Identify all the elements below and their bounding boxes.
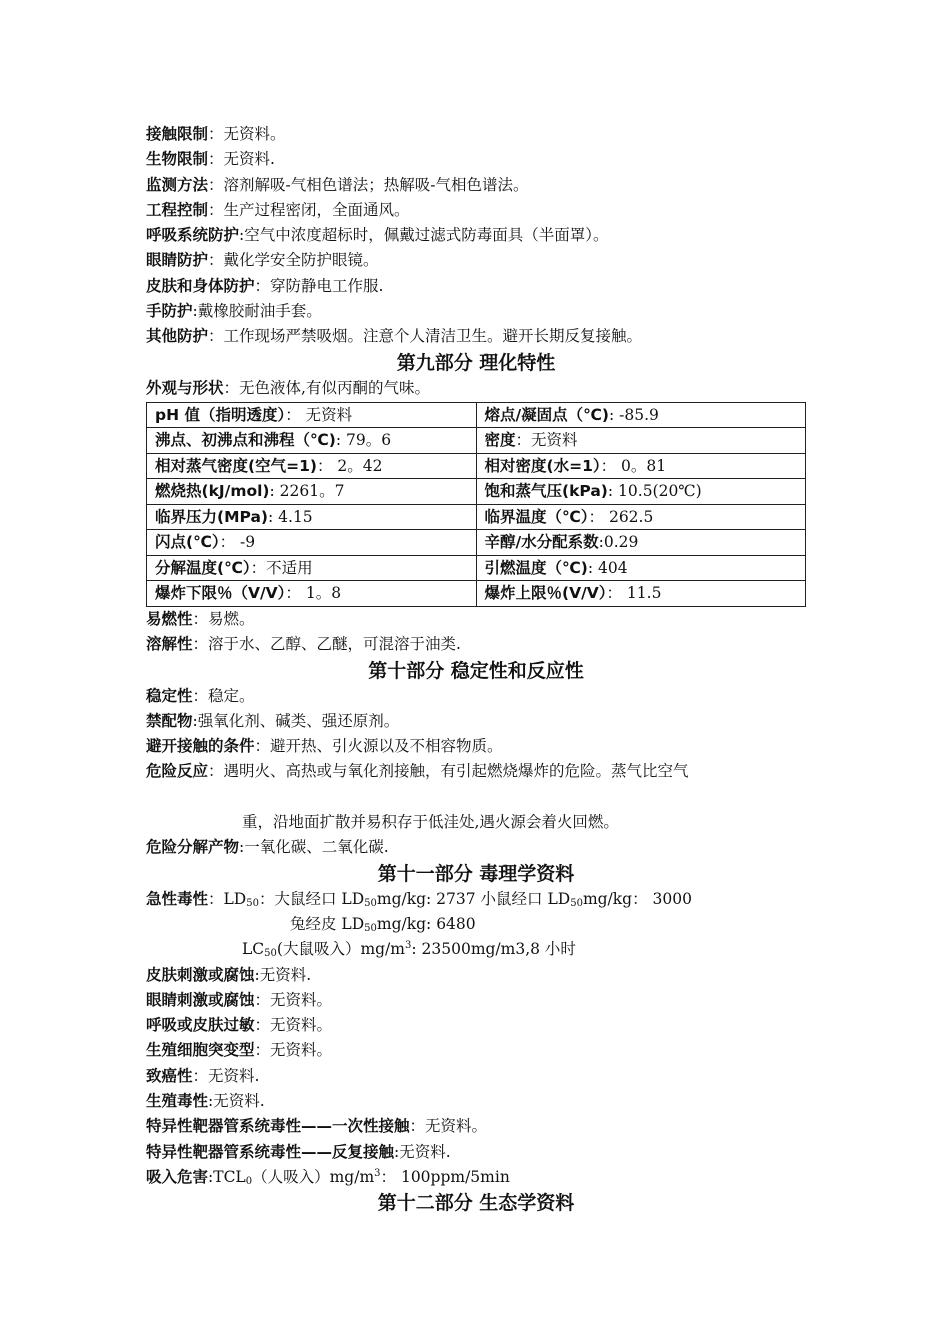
property-label: 辛醇/水分配系数 — [484, 533, 599, 552]
flammability-label: 易燃性 — [146, 609, 193, 628]
field-separator: ： — [409, 1117, 426, 1136]
table-row — [147, 530, 806, 556]
property-value: : 404 — [587, 558, 628, 577]
table-cell — [147, 428, 477, 454]
field-value: 无资料。 — [270, 1016, 333, 1035]
property-value: ： 0。81 — [600, 456, 667, 475]
field-label: 监测方法 — [146, 175, 209, 194]
field-label: 眼睛刺激或腐蚀 — [146, 990, 255, 1009]
acute-text: ：LD — [208, 889, 247, 908]
field-separator: ： — [254, 1041, 271, 1060]
appearance-label: 外观与形状 — [146, 378, 224, 397]
decomposition-row — [146, 835, 806, 860]
field-label: 眼睛防护 — [146, 251, 209, 270]
acute-toxicity-lc50 — [146, 937, 806, 962]
property-value: ：无资料 — [515, 431, 578, 450]
field-row — [146, 963, 806, 988]
property-value: ： -9 — [219, 533, 256, 552]
property-value: ： 262.5 — [588, 507, 654, 526]
field-label: 接触限制 — [146, 125, 209, 143]
property-label: 相对密度(水=1） — [484, 456, 601, 475]
table-row — [147, 428, 806, 454]
inhalation-hazard-row — [146, 1165, 806, 1190]
field-value: 戴化学安全防护眼镜。 — [223, 251, 379, 270]
field-value: 强氧化剂、碱类、强还原剂。 — [197, 711, 400, 730]
property-label: 饱和蒸气压(kPa) — [484, 482, 608, 501]
field-label: 禁配物 — [146, 711, 193, 730]
subscript: 50 — [570, 897, 583, 909]
field-label: 生物限制 — [146, 150, 209, 169]
acute-text: ：大鼠经口 LD — [258, 889, 365, 908]
acute-text: 兔经皮 LD — [290, 914, 365, 933]
field-label: 其他防护 — [146, 327, 209, 346]
field-row — [146, 1013, 806, 1038]
property-label: 熔点/凝固点（℃) — [484, 405, 610, 424]
property-value: ： 11.5 — [606, 584, 662, 603]
table-cell — [147, 504, 477, 530]
physchem-properties-table — [146, 402, 806, 607]
property-value: : 79。6 — [335, 431, 392, 450]
acute-text: (大鼠吸入）mg/m — [276, 940, 405, 959]
field-label: 特异性靶器管系统毒性——一次性接触 — [146, 1117, 410, 1136]
field-label: 手防护 — [146, 302, 193, 321]
field-value: 无资料. — [208, 1066, 260, 1085]
field-row — [146, 299, 806, 324]
field-label: 呼吸系统防护 — [146, 226, 240, 245]
field-row — [146, 988, 806, 1013]
flammability-value: ：易燃。 — [192, 609, 255, 628]
field-label: 稳定性 — [146, 686, 193, 705]
field-row — [146, 1089, 806, 1114]
field-separator: ： — [192, 1066, 209, 1085]
field-value: 无资料。 — [270, 1041, 333, 1060]
field-row — [146, 274, 806, 299]
table-row — [147, 479, 806, 505]
field-value: 无资料。 — [270, 990, 333, 1009]
field-separator: ： — [254, 276, 271, 295]
field-value: 无资料. — [223, 150, 275, 169]
flammability-row — [146, 607, 806, 632]
table-cell — [147, 479, 477, 505]
table-cell — [476, 453, 806, 479]
acute-toxicity-label: 急性毒性 — [146, 889, 209, 908]
field-label: 生殖毒性 — [146, 1092, 209, 1111]
table-row — [147, 555, 806, 581]
stability-list — [146, 684, 806, 760]
hazard-reaction-continuation: 重，沿地面扩散并易积存于低洼处,遇火源会着火回燃。 — [242, 813, 619, 832]
appearance-value: ：无色液体,有似丙酮的气味。 — [223, 378, 430, 397]
field-value: 避开热、引火源以及不相容物质。 — [270, 737, 503, 756]
inhal-text: :TCL — [208, 1167, 246, 1186]
property-value: ： 无资料 — [285, 405, 353, 424]
table-cell — [147, 530, 477, 556]
property-label: 临界压力(MPa) — [155, 507, 268, 526]
field-separator: ： — [254, 737, 271, 756]
property-label: 密度 — [484, 431, 516, 450]
field-label: 避开接触的条件 — [146, 737, 255, 756]
property-label: 燃烧热(kJ/mol) — [155, 482, 270, 501]
acute-toxicity-row — [146, 887, 806, 912]
field-separator: : — [192, 302, 198, 321]
field-row — [146, 709, 806, 734]
field-value: 无资料。 — [425, 1117, 488, 1136]
property-label: pH 值（指明透度） — [155, 405, 286, 424]
property-value: : 2261。7 — [269, 482, 345, 501]
acute-toxicity-rabbit — [146, 912, 806, 937]
table-row — [147, 504, 806, 530]
field-separator: : — [254, 965, 260, 984]
solubility-label: 溶解性 — [146, 635, 193, 654]
section-9-title: 第九部分 理化特性 — [396, 351, 556, 374]
property-value: : 10.5(20℃) — [607, 482, 702, 501]
field-separator: : — [192, 711, 198, 730]
field-row — [146, 147, 806, 172]
field-value: 稳定。 — [208, 686, 255, 705]
table-cell — [476, 530, 806, 556]
hazard-reaction-value: ：遇明火、高热或与氧化剂接触，有引起燃烧爆炸的危险。蒸气比空气 — [208, 762, 689, 781]
table-cell — [147, 453, 477, 479]
hazard-reaction-label: 危险反应 — [146, 762, 209, 781]
field-row — [146, 1114, 806, 1139]
field-separator: ： — [208, 150, 224, 169]
field-label: 皮肤刺激或腐蚀 — [146, 965, 255, 984]
field-label: 致癌性 — [146, 1066, 193, 1085]
table-cell — [476, 504, 806, 530]
property-label: 沸点、初沸点和沸程（℃) — [155, 431, 336, 450]
section-11-title: 第十一部分 毒理学资料 — [377, 862, 575, 885]
field-separator: ： — [192, 686, 209, 705]
table-cell — [147, 555, 477, 581]
field-row — [146, 324, 806, 349]
table-cell — [476, 428, 806, 454]
subscript: 50 — [246, 897, 259, 909]
section-10-title: 第十部分 稳定性和反应性 — [368, 659, 584, 682]
acute-text: mg/kg: 2737 小鼠经口 LD — [376, 889, 571, 908]
property-value: : -85.9 — [609, 405, 659, 424]
field-separator: ： — [208, 327, 224, 346]
field-value: 穿防静电工作服. — [270, 276, 384, 295]
field-value: 空气中浓度超标时，佩戴过滤式防毒面具（半面罩）。 — [244, 226, 609, 245]
field-separator: ： — [208, 175, 224, 194]
field-label: 皮肤和身体防护 — [146, 276, 255, 295]
inhal-text: （人吸入）mg/m — [252, 1167, 375, 1186]
inhalation-hazard-label: 吸入危害 — [146, 1167, 209, 1186]
solubility-row — [146, 632, 806, 657]
toxicology-list — [146, 963, 806, 1165]
subscript: 50 — [364, 922, 377, 934]
field-row — [146, 1038, 806, 1063]
acute-text: LC — [242, 940, 265, 959]
field-row — [146, 198, 806, 223]
field-value: 无资料。 — [223, 125, 286, 143]
field-row — [146, 1140, 806, 1165]
field-value: 无资料. — [259, 965, 312, 984]
property-value: :0.29 — [598, 533, 639, 552]
field-value: 溶剂解吸-气相色谱法；热解吸-气相色谱法。 — [223, 175, 529, 194]
field-separator: ： — [254, 1016, 271, 1035]
superscript: 3 — [374, 1167, 381, 1179]
property-label: 爆炸上限％(V/V） — [484, 584, 607, 603]
field-separator: : — [394, 1142, 400, 1161]
table-cell — [476, 555, 806, 581]
field-row — [146, 734, 806, 759]
field-value: 工作现场严禁吸烟。注意个人清洁卫生。避开长期反复接触。 — [223, 327, 643, 346]
property-value: ： 2。42 — [316, 456, 383, 475]
document-page — [146, 122, 806, 1216]
property-label: 相对蒸气密度(空气=1) — [155, 456, 317, 475]
property-value: ： 1。8 — [285, 584, 342, 603]
table-row — [147, 453, 806, 479]
field-label: 呼吸或皮肤过敏 — [146, 1016, 255, 1035]
appearance-row — [146, 376, 806, 401]
table-cell — [476, 581, 806, 607]
table-cell — [476, 479, 806, 505]
field-value: 戴橡胶耐油手套。 — [197, 302, 322, 321]
table-cell — [147, 581, 477, 607]
property-value: : 4.15 — [268, 507, 313, 526]
field-row — [146, 1064, 806, 1089]
inhal-text: ： 100ppm/5min — [380, 1167, 510, 1186]
acute-text: mg/kg： 3000 — [582, 889, 692, 908]
field-separator: ： — [208, 125, 224, 143]
field-row — [146, 122, 806, 147]
field-label: 工程控制 — [146, 200, 209, 219]
field-value: 无资料. — [213, 1092, 265, 1111]
subscript: 50 — [364, 897, 377, 909]
field-separator: : — [239, 226, 245, 245]
field-row — [146, 684, 806, 709]
table-row — [147, 402, 806, 428]
field-value: 生产过程密闭，全面通风。 — [223, 200, 410, 219]
field-separator: : — [208, 1092, 214, 1111]
solubility-value: ：溶于水、乙醇、乙醚，可混溶于油类. — [192, 635, 461, 654]
field-label: 特异性靶器管系统毒性——反复接触 — [146, 1142, 395, 1161]
subscript: 50 — [264, 948, 277, 960]
property-label: 临界温度（℃） — [484, 507, 589, 526]
hazard-reaction-row — [146, 759, 806, 784]
table-row — [147, 581, 806, 607]
section-12-title: 第十二部分 生态学资料 — [377, 1192, 575, 1215]
field-separator: ： — [208, 251, 224, 270]
hazard-reaction-wrap — [146, 785, 806, 810]
field-row — [146, 223, 806, 248]
property-label: 爆炸下限％（V/V） — [155, 584, 286, 603]
field-row — [146, 248, 806, 273]
acute-text: : 23500mg/m3,8 小时 — [411, 940, 576, 959]
field-separator: ： — [208, 200, 224, 219]
table-cell — [147, 402, 477, 428]
subscript: 0 — [245, 1175, 253, 1187]
property-label: 分解温度(℃） — [155, 558, 251, 577]
field-row — [146, 173, 806, 198]
superscript: 3 — [404, 940, 412, 952]
table-cell — [476, 402, 806, 428]
acute-text: mg/kg: 6480 — [376, 914, 476, 933]
field-label: 生殖细胞突变型 — [146, 1041, 255, 1060]
property-value: ：不适用 — [250, 558, 313, 577]
exposure-controls-list — [146, 122, 806, 350]
decomposition-value: :一氧化碳、二氧化碳. — [239, 838, 389, 857]
decomposition-label: 危险分解产物 — [146, 838, 240, 857]
field-separator: ： — [254, 990, 271, 1009]
field-value: 无资料. — [399, 1142, 451, 1161]
property-label: 闪点(℃） — [155, 533, 220, 552]
property-label: 引燃温度（℃) — [484, 558, 588, 577]
